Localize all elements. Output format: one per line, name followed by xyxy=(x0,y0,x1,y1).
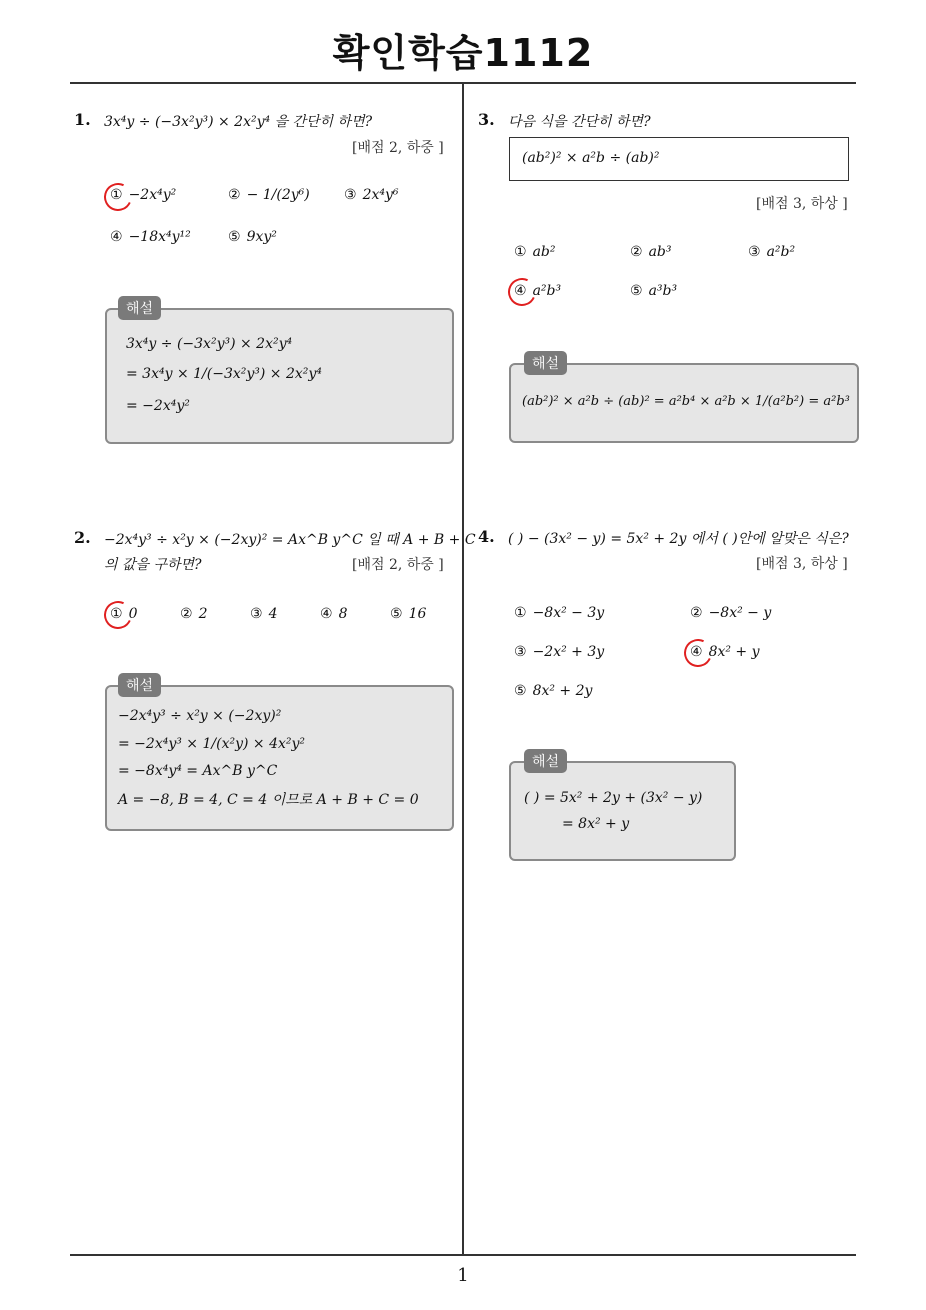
choice-number: ② xyxy=(690,605,703,621)
choice-number: ⑤ xyxy=(630,283,643,299)
solution-line: = −2x⁴y² xyxy=(126,398,190,414)
choice-number: ④ xyxy=(690,644,703,660)
choice-number: ① xyxy=(110,606,123,622)
choice-number: ② xyxy=(228,187,241,203)
q2-solution-box xyxy=(105,685,454,831)
q3-text: 다음 식을 간단히 하면? xyxy=(508,114,651,130)
choice-text: −8x² − y xyxy=(708,605,772,621)
choice-number: ④ xyxy=(110,229,123,245)
q2-choice-4[interactable] xyxy=(320,606,347,622)
q3-rating: [배점 3, 하상 ] xyxy=(756,196,848,212)
page-title: 확인학습1112 xyxy=(332,31,594,75)
choice-number: ③ xyxy=(514,644,527,660)
q1-choice-5[interactable] xyxy=(228,229,277,245)
solution-line: (ab²)² × a²b ÷ (ab)² = a²b⁴ × a²b × 1/(a²b²) = a²b³ xyxy=(522,394,850,409)
q2-choice-2[interactable] xyxy=(180,606,207,622)
choice-number: ③ xyxy=(250,606,263,622)
solution-line: 3x⁴y ÷ (−3x²y³) × 2x²y⁴ xyxy=(126,336,293,352)
q2-rating: [배점 2, 하중 ] xyxy=(352,557,444,573)
q2-number: 2. xyxy=(74,528,91,547)
solution-line: ( ) = 5x² + 2y + (3x² − y) xyxy=(524,790,703,806)
choice-text: 8 xyxy=(338,606,348,622)
choice-text: 8x² + y xyxy=(708,644,760,660)
q3-choice-2[interactable] xyxy=(630,244,671,260)
solution-line: = 3x⁴y × 1/(−3x²y³) × 2x²y⁴ xyxy=(126,366,322,382)
q4-number: 4. xyxy=(478,527,495,546)
choice-number: ③ xyxy=(344,187,357,203)
choice-number: ① xyxy=(110,187,123,203)
q1-text: 3x⁴y ÷ (−3x²y³) × 2x²y⁴ 을 간단히 하면? xyxy=(104,114,373,130)
q3-choice-1[interactable] xyxy=(514,244,555,260)
q4-rating: [배점 3, 하상 ] xyxy=(756,556,848,572)
q4-choice-1[interactable] xyxy=(514,605,604,621)
q4-solution-box xyxy=(509,761,736,861)
choice-text: a²b³ xyxy=(532,283,562,299)
q3-choice-3[interactable] xyxy=(748,244,795,260)
choice-text: −2x⁴y² xyxy=(128,187,177,203)
choice-number: ③ xyxy=(748,244,761,260)
q1-rating: [배점 2, 하중 ] xyxy=(352,140,444,156)
choice-text: 0 xyxy=(128,606,138,622)
choice-text: 8x² + 2y xyxy=(532,683,593,699)
q3-choice-5[interactable] xyxy=(630,283,677,299)
choice-text: − 1/(2y⁶) xyxy=(246,187,310,203)
solution-line: = 8x² + y xyxy=(562,816,630,832)
column-divider xyxy=(462,84,464,1256)
choice-text: −18x⁴y¹² xyxy=(128,229,191,245)
q2-text-line2: 의 값을 구하면? xyxy=(104,557,202,573)
solution-line: = −2x⁴y³ × 1/(x²y) × 4x²y² xyxy=(118,736,306,752)
q1-choice-2[interactable] xyxy=(228,187,310,203)
solution-label: 해설 xyxy=(524,351,567,375)
choice-number: ② xyxy=(630,244,643,260)
choice-text: 16 xyxy=(408,606,427,622)
answer-mark-circle xyxy=(100,179,136,215)
choice-text: −2x² + 3y xyxy=(532,644,605,660)
choice-number: ⑤ xyxy=(514,683,527,699)
solution-line: −2x⁴y³ ÷ x²y × (−2xy)² xyxy=(118,708,282,724)
answer-mark-circle xyxy=(100,597,136,633)
q4-choice-3[interactable] xyxy=(514,644,604,660)
choice-text: 4 xyxy=(268,606,278,622)
choice-number: ④ xyxy=(320,606,333,622)
choice-text: ab³ xyxy=(648,244,672,260)
page-number: 1 xyxy=(457,1265,469,1286)
choice-number: ② xyxy=(180,606,193,622)
q3-number: 3. xyxy=(478,110,495,129)
choice-text: a²b² xyxy=(766,244,796,260)
solution-label: 해설 xyxy=(118,296,161,320)
choice-text: 2x⁴y⁶ xyxy=(362,187,399,203)
q2-choice-5[interactable] xyxy=(390,606,426,622)
choice-number: ① xyxy=(514,244,527,260)
q2-choice-3[interactable] xyxy=(250,606,277,622)
choice-text: −8x² − 3y xyxy=(532,605,605,621)
choice-text: 9xy² xyxy=(246,229,277,245)
choice-number: ④ xyxy=(514,283,527,299)
q4-choice-5[interactable] xyxy=(514,683,592,699)
choice-number: ⑤ xyxy=(390,606,403,622)
answer-mark-circle xyxy=(680,635,716,671)
solution-line: = −8x⁴y⁴ = Ax^B y^C xyxy=(118,763,278,779)
solution-label: 해설 xyxy=(524,749,567,773)
q4-choice-2[interactable] xyxy=(690,605,771,621)
q1-number: 1. xyxy=(74,110,91,129)
q3-expression: (ab²)² × a²b ÷ (ab)² xyxy=(522,150,660,166)
solution-label: 해설 xyxy=(118,673,161,697)
choice-number: ⑤ xyxy=(228,229,241,245)
q1-choice-4[interactable] xyxy=(110,229,191,245)
q2-text-line1: −2x⁴y³ ÷ x²y × (−2xy)² = Ax^B y^C 일 때 A + B + C xyxy=(104,532,476,548)
choice-number: ① xyxy=(514,605,527,621)
solution-line: A = −8, B = 4, C = 4 이므로 A + B + C = 0 xyxy=(118,792,419,808)
choice-text: 2 xyxy=(198,606,208,622)
answer-mark-circle xyxy=(504,274,540,310)
q1-choice-3[interactable] xyxy=(344,187,399,203)
bottom-rule xyxy=(70,1254,856,1256)
choice-text: a³b³ xyxy=(648,283,678,299)
choice-text: ab² xyxy=(532,244,556,260)
q4-text: ( ) − (3x² − y) = 5x² + 2y 에서 ( )안에 알맞은 식은? xyxy=(508,531,849,547)
